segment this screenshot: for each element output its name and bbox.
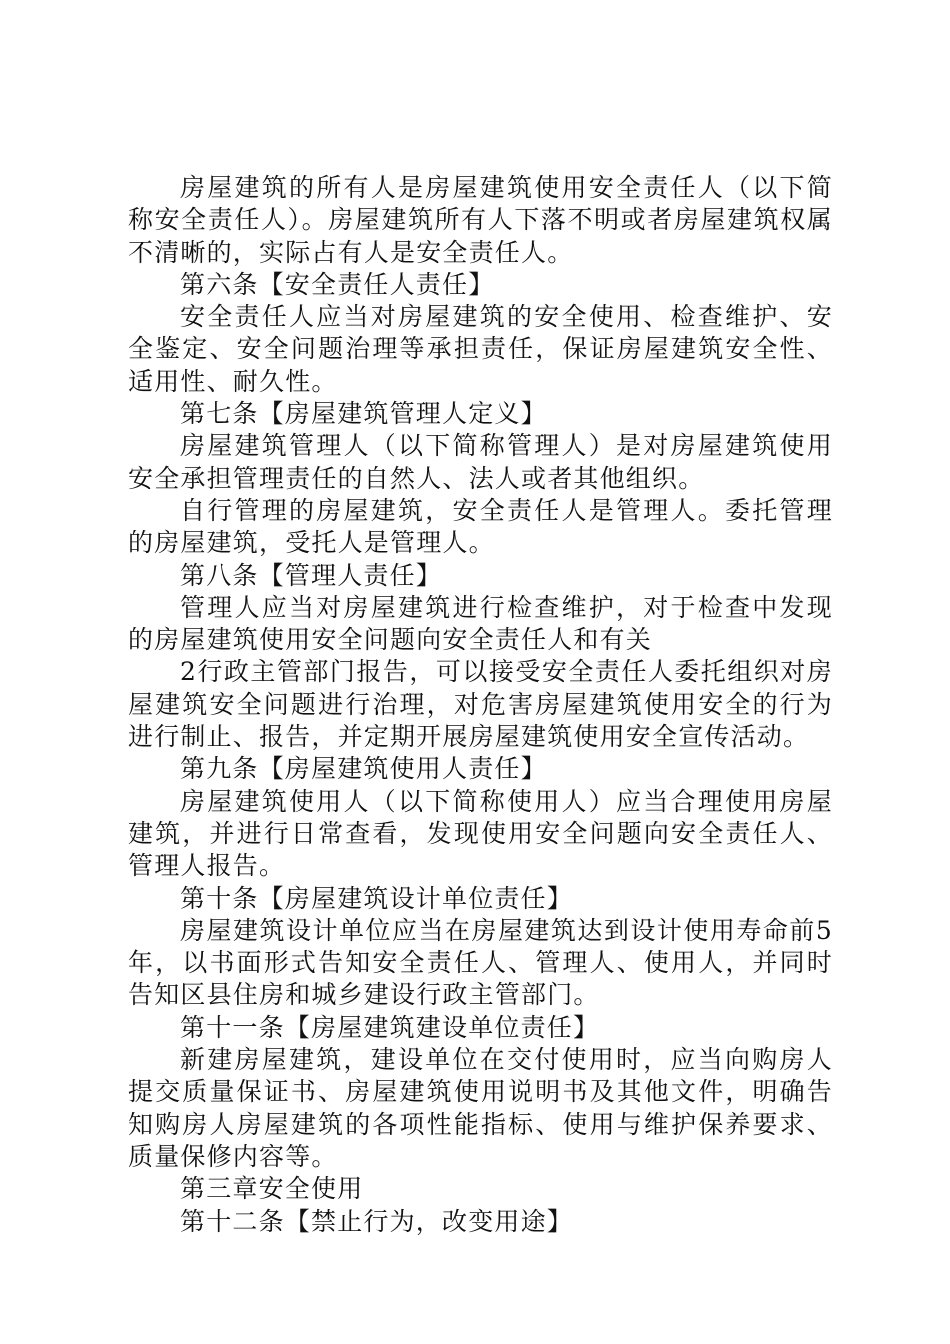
article-12-heading: 第十二条【禁止行为，改变用途】	[180, 1206, 574, 1236]
paragraph-owner-definition: 房屋建筑的所有人是房屋建筑使用安全责任人（以下简称安全责任人）。房屋建筑所有人下落不明或者房屋建筑权属不清晰的，实际占有人是安全责任人。	[128, 173, 833, 267]
paragraph-article-6: 安全责任人应当对房屋建筑的安全使用、检查维护、安全鉴定、安全问题治理等承担责任，保证房屋建筑安全性、适用性、耐久性。	[128, 302, 833, 396]
paragraph-article-9: 房屋建筑使用人（以下简称使用人）应当合理使用房屋建筑，并进行日常查看，发现使用安全问题向安全责任人、管理人报告。	[128, 786, 833, 881]
document-body	[128, 172, 833, 1238]
article-10-heading: 第十条【房屋建筑设计单位责任】	[180, 883, 574, 913]
article-8-heading: 第八条【管理人责任】	[180, 560, 443, 590]
article-9-heading: 第九条【房屋建筑使用人责任】	[180, 754, 547, 784]
paragraph-article-7-a: 房屋建筑管理人（以下简称管理人）是对房屋建筑使用安全承担管理责任的自然人、法人或者其他组织。	[128, 431, 833, 493]
paragraph-article-10: 房屋建筑设计单位应当在房屋建筑达到设计使用寿命前5年，以书面形式告知安全责任人、管理人、使用人，并同时告知区县住房和城乡建设行政主管部门。	[128, 915, 833, 1010]
paragraph-article-8-a: 管理人应当对房屋建筑进行检查维护，对于检查中发现的房屋建筑使用安全问题向安全责任人和有关	[128, 592, 833, 655]
article-7-heading: 第七条【房屋建筑管理人定义】	[180, 399, 547, 429]
chapter-3-heading: 第三章安全使用	[180, 1174, 364, 1204]
paragraph-article-7-b: 自行管理的房屋建筑，安全责任人是管理人。委托管理的房屋建筑，受托人是管理人。	[128, 495, 833, 558]
article-11-heading: 第十一条【房屋建筑建设单位责任】	[180, 1012, 600, 1042]
paragraph-article-8-b: 2行政主管部门报告，可以接受安全责任人委托组织对房屋建筑安全问题进行治理，对危害房屋建筑使用安全的行为进行制止、报告，并定期开展房屋建筑使用安全宣传活动。	[128, 657, 833, 752]
paragraph-article-11: 新建房屋建筑，建设单位在交付使用时，应当向购房人提交质量保证书、房屋建筑使用说明书及其他文件，明确告知购房人房屋建筑的各项性能指标、使用与维护保养要求、质量保修内容等。	[128, 1045, 833, 1171]
article-6-heading: 第六条【安全责任人责任】	[180, 269, 495, 299]
